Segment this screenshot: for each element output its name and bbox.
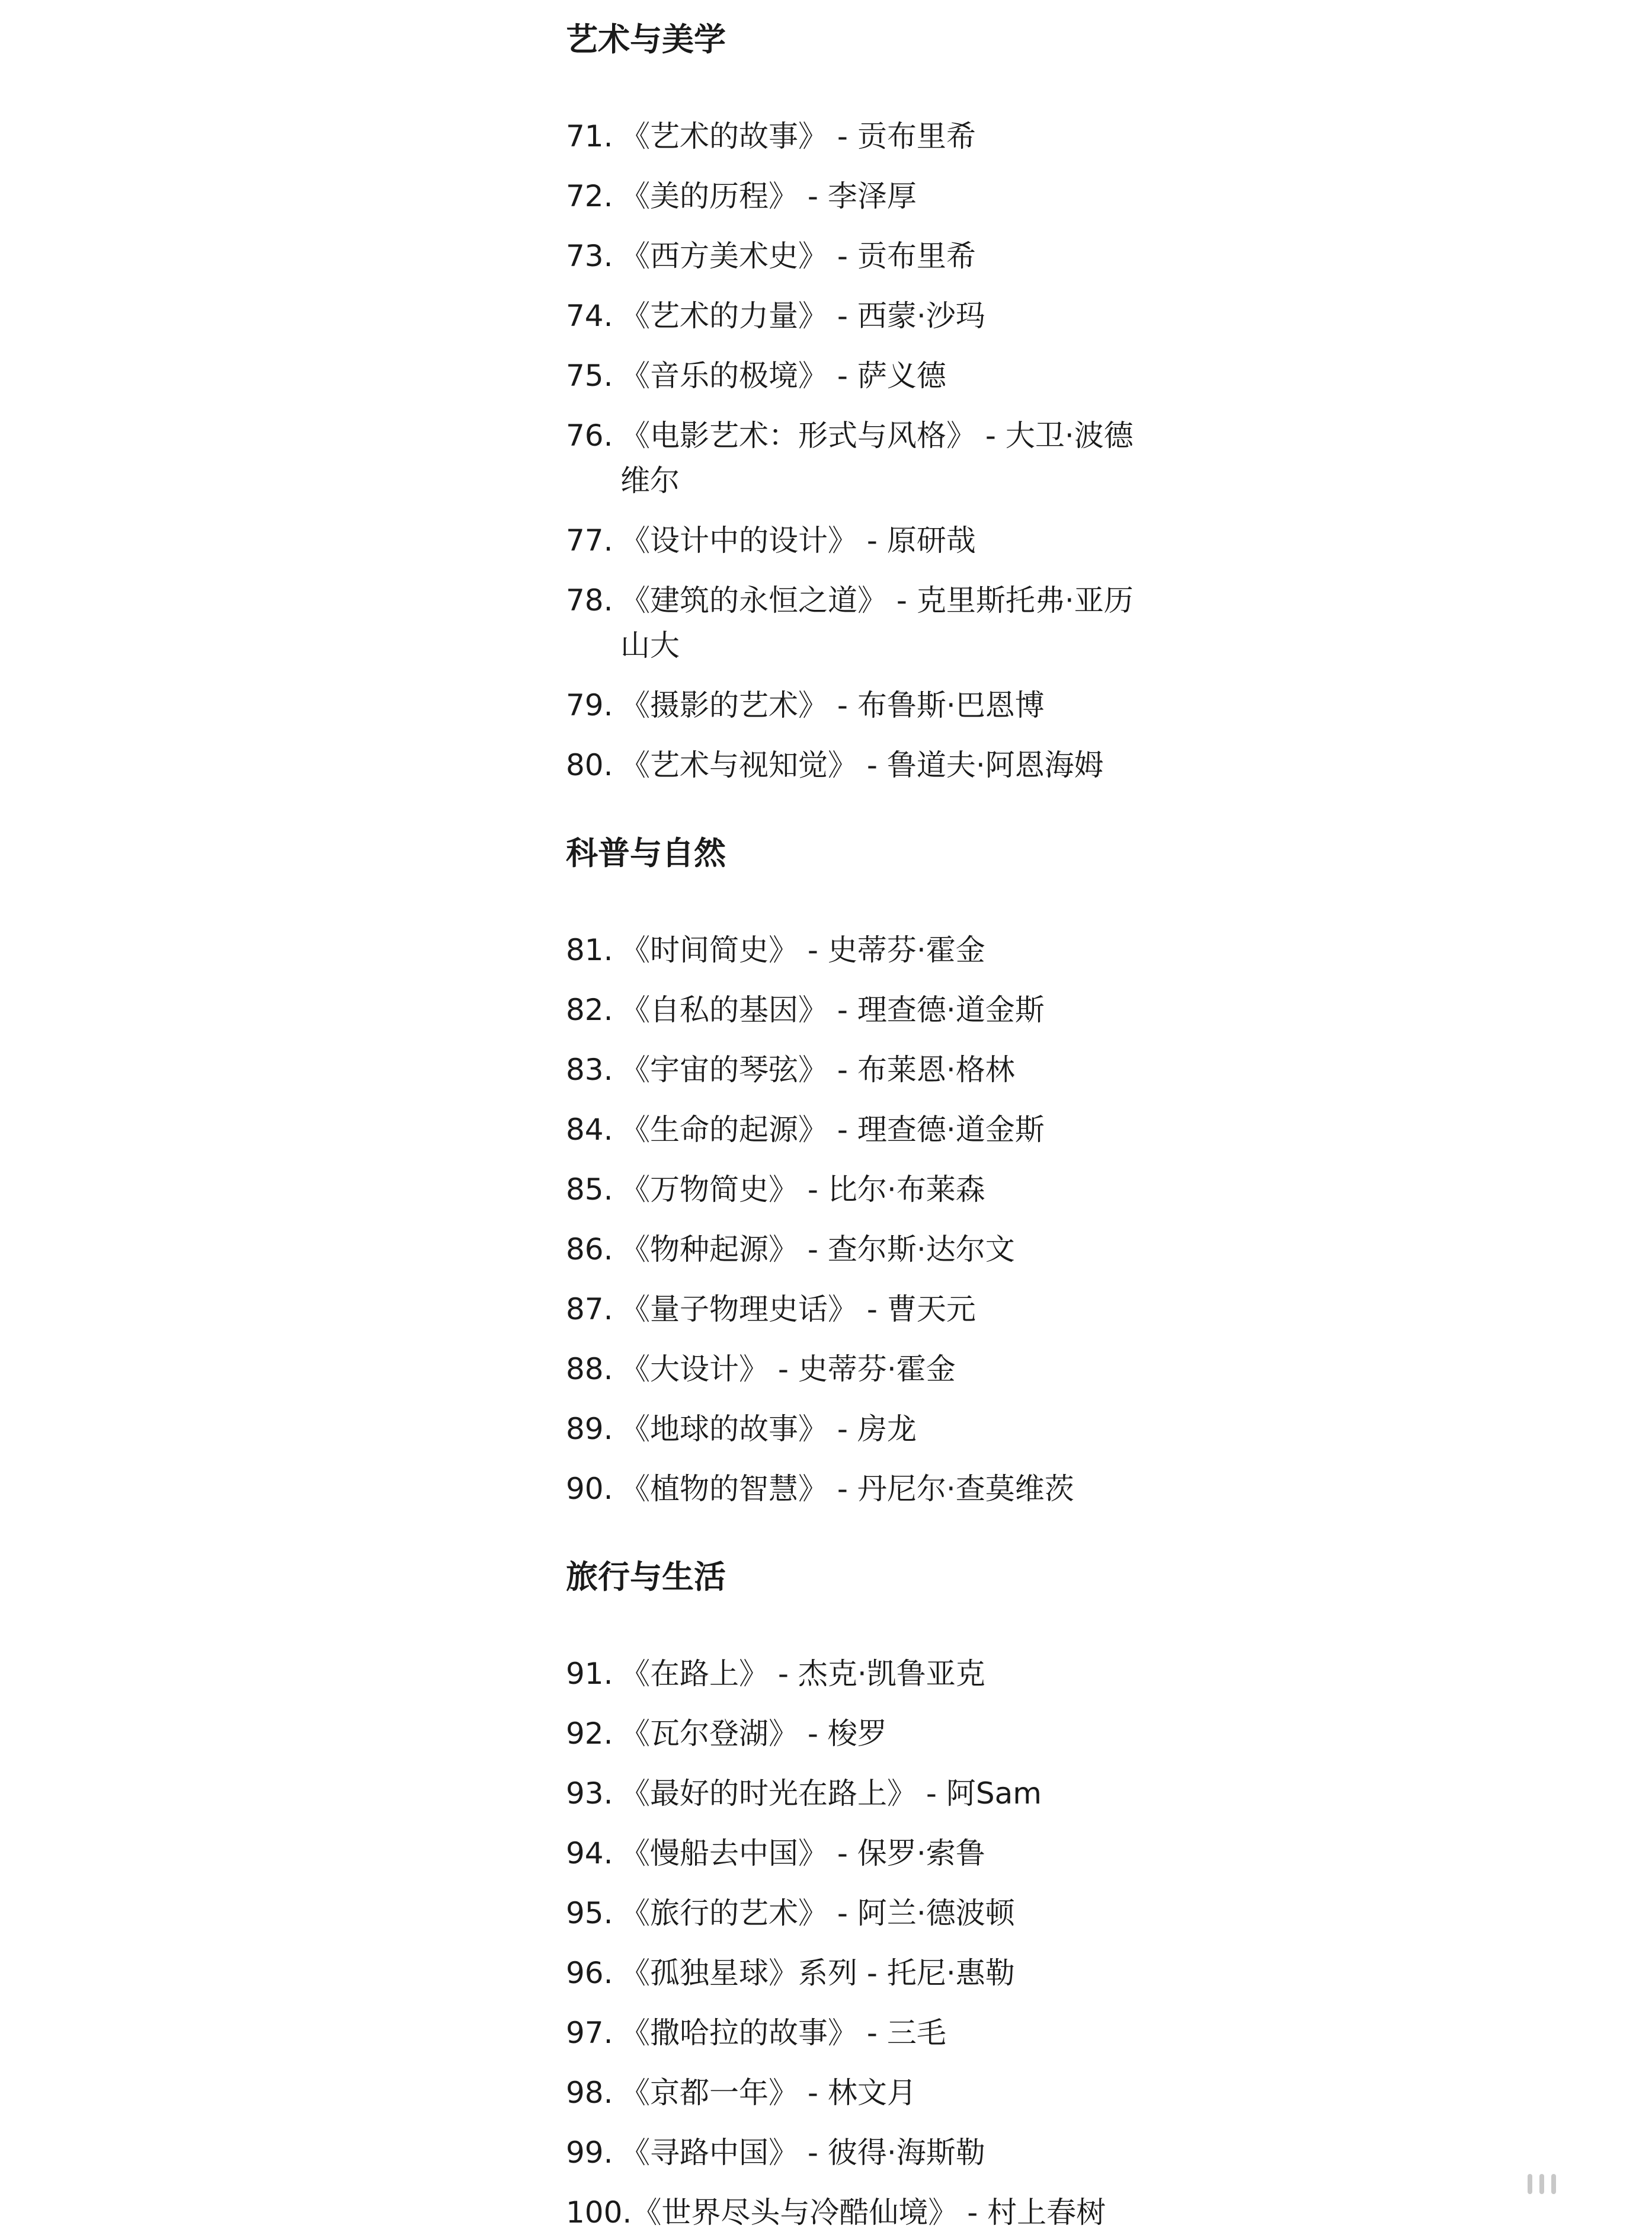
section-title-science: 科普与自然 bbox=[566, 834, 726, 872]
book-list-document bbox=[566, 0, 1194, 2235]
list-item: 80. 《艺术与视知觉》 - 鲁道夫·阿恩海姆 bbox=[566, 748, 1104, 782]
list-item: 94. 《慢船去中国》 - 保罗·索鲁 bbox=[566, 1836, 985, 1871]
list-item: 100.《世界尽头与冷酷仙境》 - 村上春树 bbox=[566, 2195, 1106, 2230]
list-item: 86. 《物种起源》 - 查尔斯·达尔文 bbox=[566, 1232, 1015, 1267]
list-item: 92. 《瓦尔登湖》 - 梭罗 bbox=[566, 1716, 887, 1751]
list-item: 85. 《万物简史》 - 比尔·布莱森 bbox=[566, 1172, 985, 1207]
list-item: 98. 《京都一年》 - 林文月 bbox=[566, 2076, 917, 2110]
list-item: 83. 《宇宙的琴弦》 - 布莱恩·格林 bbox=[566, 1053, 1015, 1087]
book-list-travel bbox=[566, 1651, 1194, 2235]
list-item: 87. 《量子物理史话》 - 曹天元 bbox=[566, 1292, 976, 1326]
scroll-dot-icon bbox=[1539, 2174, 1544, 2194]
list-item: 95. 《旅行的艺术》 - 阿兰·德波顿 bbox=[566, 1896, 1015, 1930]
list-item: 89. 《地球的故事》 - 房龙 bbox=[566, 1412, 917, 1446]
scroll-dot-icon bbox=[1551, 2174, 1556, 2194]
list-item: 88. 《大设计》 - 史蒂芬·霍金 bbox=[566, 1352, 956, 1386]
list-item: 78. 《建筑的永恒之道》 - 克里斯托弗·亚历 山大 bbox=[566, 583, 1134, 663]
list-item: 76. 《电影艺术：形式与风格》 - 大卫·波德 维尔 bbox=[566, 418, 1134, 498]
list-item: 82. 《自私的基因》 - 理查德·道金斯 bbox=[566, 993, 1045, 1027]
list-item: 72. 《美的历程》 - 李泽厚 bbox=[566, 179, 917, 213]
book-list-science bbox=[566, 928, 1194, 1511]
list-item: 96. 《孤独星球》系列 - 托尼·惠勒 bbox=[566, 1956, 1015, 1990]
list-item: 74. 《艺术的力量》 - 西蒙·沙玛 bbox=[566, 299, 985, 333]
list-item: 84. 《生命的起源》 - 理查德·道金斯 bbox=[566, 1112, 1045, 1147]
list-item: 91. 《在路上》 - 杰克·凯鲁亚克 bbox=[566, 1657, 985, 1691]
scroll-dot-icon bbox=[1528, 2174, 1532, 2194]
list-item: 77. 《设计中的设计》 - 原研哉 bbox=[566, 523, 976, 558]
list-item: 97. 《撒哈拉的故事》 - 三毛 bbox=[566, 2016, 946, 2050]
list-item: 90. 《植物的智慧》 - 丹尼尔·查莫维茨 bbox=[566, 1472, 1074, 1506]
list-item: 99. 《寻路中国》 - 彼得·海斯勒 bbox=[566, 2135, 985, 2170]
list-item: 81. 《时间简史》 - 史蒂芬·霍金 bbox=[566, 933, 985, 967]
list-item: 79. 《摄影的艺术》 - 布鲁斯·巴恩博 bbox=[566, 688, 1045, 722]
list-item: 71. 《艺术的故事》 - 贡布里希 bbox=[566, 119, 976, 154]
list-item: 93. 《最好的时光在路上》 - 阿Sam bbox=[566, 1776, 1042, 1811]
list-item: 73. 《西方美术史》 - 贡布里希 bbox=[566, 239, 976, 273]
book-list-art bbox=[566, 114, 1194, 788]
list-item: 75. 《音乐的极境》 - 萨义德 bbox=[566, 359, 946, 393]
scroll-indicator[interactable] bbox=[1522, 2168, 1563, 2204]
section-title-travel: 旅行与生活 bbox=[566, 1558, 726, 1595]
section-title-art: 艺术与美学 bbox=[566, 21, 726, 58]
